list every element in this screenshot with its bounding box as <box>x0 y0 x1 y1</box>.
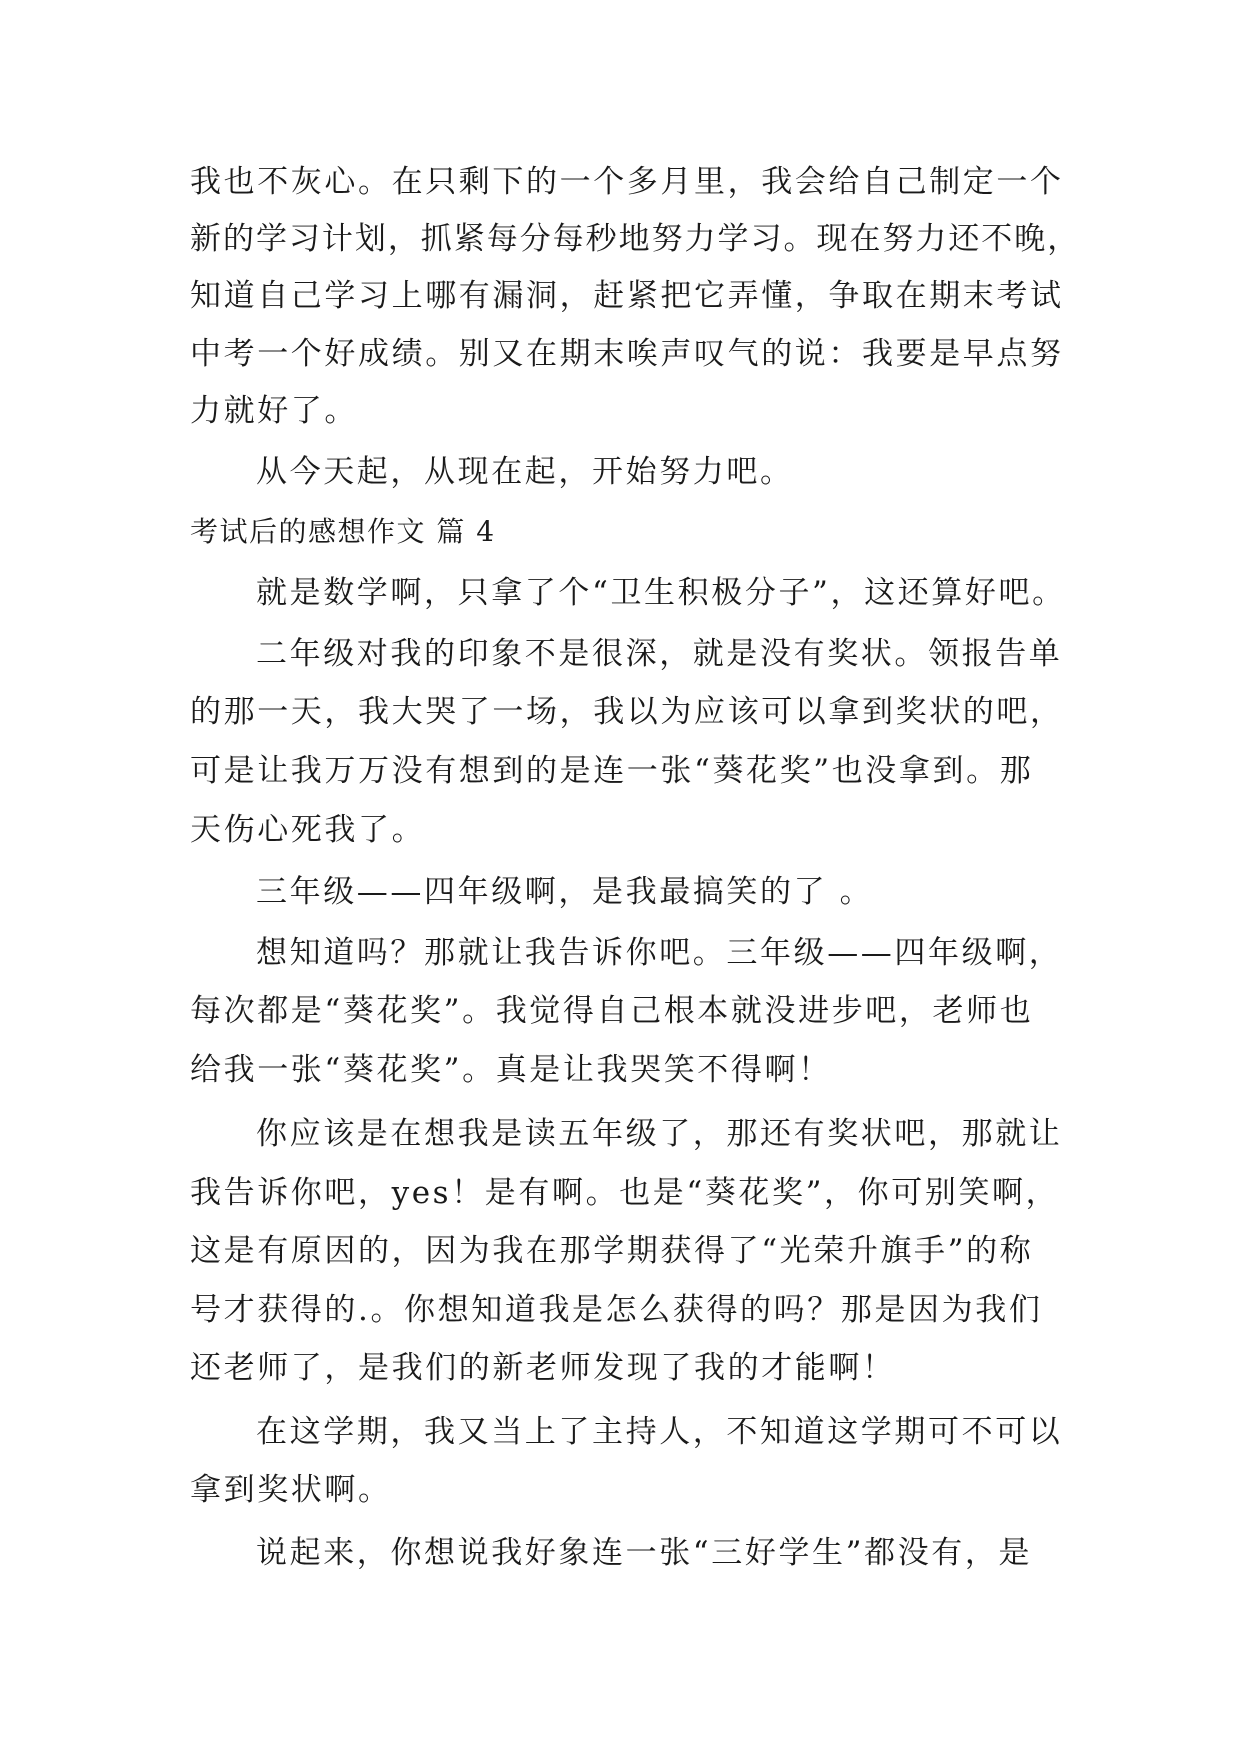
paragraph-line: 说起来，你想说我好象连一张“三好学生”都没有，是 <box>256 1535 1033 1571</box>
paragraph-line: 还老师了，是我们的新老师发现了我的才能啊！ <box>190 1350 896 1386</box>
paragraph-line: 中考一个好成绩。别又在期末唉声叹气的说：我要是早点努 <box>190 336 1064 372</box>
paragraph-line: 天伤心死我了。 <box>190 812 426 848</box>
paragraph-line: 可是让我万万没有想到的是连一张“葵花奖”也没拿到。那 <box>190 753 1034 789</box>
paragraph-line: 就是数学啊，只拿了个“卫生积极分子”，这还算好吧。 <box>256 575 1066 611</box>
paragraph-line: 你应该是在想我是读五年级了，那还有奖状吧，那就让 <box>256 1116 1063 1152</box>
paragraph-line: 三年级——四年级啊，是我最搞笑的了 。 <box>256 874 874 910</box>
paragraph-line: 在这学期，我又当上了主持人，不知道这学期可不可以 <box>256 1414 1063 1450</box>
paragraph-line: 想知道吗？那就让我告诉你吧。三年级——四年级啊， <box>256 935 1063 971</box>
paragraph-line: 我也不灰心。在只剩下的一个多月里，我会给自己制定一个 <box>190 164 1064 200</box>
paragraph-line: 力就好了。 <box>190 393 358 429</box>
paragraph-line: 二年级对我的印象不是很深，就是没有奖状。领报告单 <box>256 636 1063 672</box>
paragraph-line: 给我一张“葵花奖”。真是让我哭笑不得啊！ <box>190 1052 832 1088</box>
paragraph-line: 新的学习计划，抓紧每分每秒地努力学习。现在努力还不晚， <box>190 221 1081 257</box>
paragraph-line: 的那一天，我大哭了一场，我以为应该可以拿到奖状的吧， <box>190 694 1064 730</box>
section-heading: 考试后的感想作文 篇 4 <box>190 515 496 548</box>
paragraph-line: 知道自己学习上哪有漏洞，赶紧把它弄懂，争取在期末考试 <box>190 278 1064 314</box>
paragraph-line: 号才获得的.。你想知道我是怎么获得的吗？那是因为我们 <box>190 1292 1043 1328</box>
paragraph-line: 这是有原因的，因为我在那学期获得了“光荣升旗手”的称 <box>190 1233 1034 1269</box>
paragraph-line: 拿到奖状啊。 <box>190 1472 392 1508</box>
paragraph-line: 我告诉你吧，yes！是有啊。也是“葵花奖”，你可别笑啊， <box>190 1175 1060 1211</box>
paragraph-line: 每次都是“葵花奖”。我觉得自己根本就没进步吧，老师也 <box>190 993 1034 1029</box>
paragraph-line: 从今天起，从现在起，开始努力吧。 <box>256 454 794 490</box>
